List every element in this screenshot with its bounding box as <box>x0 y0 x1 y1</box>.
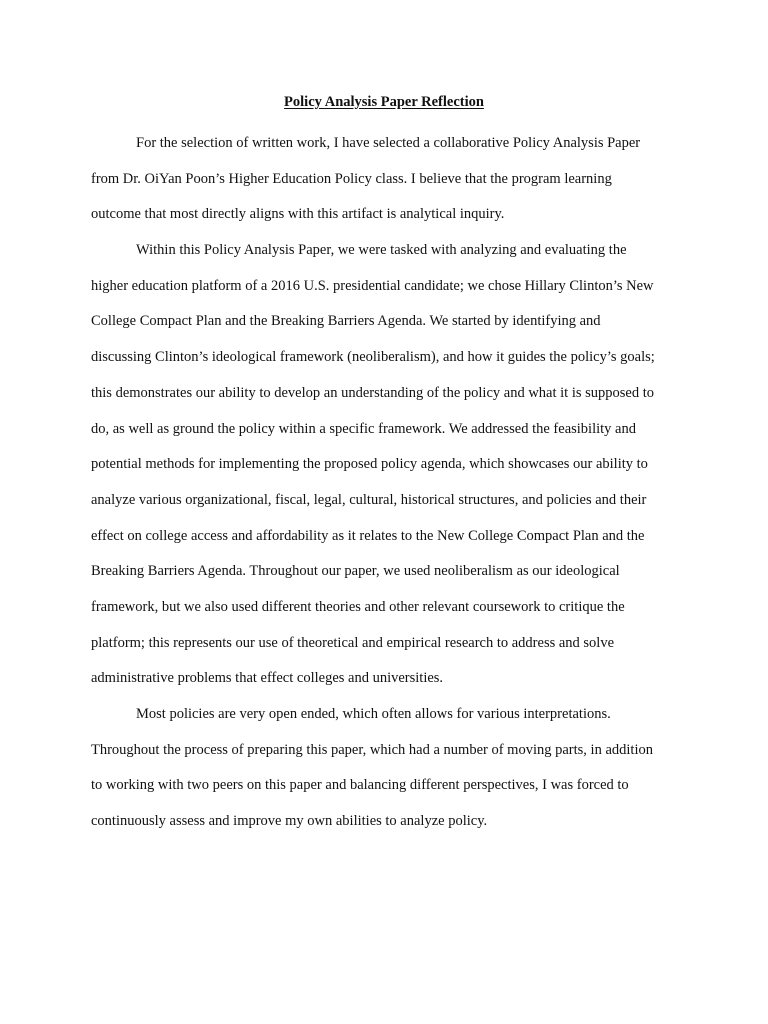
document-title: Policy Analysis Paper Reflection <box>284 94 484 110</box>
text-line: do, as well as ground the policy within a specific framework. We addressed the feasibility and <box>91 420 636 437</box>
text-line: platform; this represents our use of theoretical and empirical research to address and solve <box>91 634 615 651</box>
text-line: administrative problems that effect colleges and universities. <box>91 670 444 687</box>
paragraph-3 <box>91 697 681 840</box>
paragraph-1 <box>91 126 681 233</box>
text-line: from Dr. OiYan Poon’s Higher Education Policy class. I believe that the program learning <box>91 170 612 187</box>
text-line: For the selection of written work, I have selected a collaborative Policy Analysis Paper <box>136 135 641 151</box>
text-line: analyze various organizational, fiscal, legal, cultural, historical structures, and policies and their <box>91 491 647 508</box>
text-line: potential methods for implementing the proposed policy agenda, which showcases our ability to <box>91 456 648 473</box>
text-line: Breaking Barriers Agenda. Throughout our paper, we used neoliberalism as our ideological <box>91 563 620 580</box>
text-line: Within this Policy Analysis Paper, we were tasked with analyzing and evaluating the <box>136 242 627 259</box>
text-line: effect on college access and affordability as it relates to the New College Compact Plan and the <box>91 527 645 544</box>
paragraph-2 <box>91 233 681 697</box>
text-line: higher education platform of a 2016 U.S. presidential candidate; we chose Hillary Clinton’s New <box>91 277 654 294</box>
text-line: Throughout the process of preparing this paper, which had a number of moving parts, in addition <box>91 741 653 758</box>
text-line: Most policies are very open ended, which often allows for various interpretations. <box>136 706 611 722</box>
text-line: continuously assess and improve my own abilities to analyze policy. <box>91 813 488 830</box>
text-line: to working with two peers on this paper and balancing different perspectives, I was forced to <box>91 777 629 794</box>
text-line: framework, but we also used different theories and other relevant coursework to critique the <box>91 598 625 615</box>
text-line: College Compact Plan and the Breaking Barriers Agenda. We started by identifying and <box>91 313 601 330</box>
text-line: outcome that most directly aligns with this artifact is analytical inquiry. <box>91 206 505 223</box>
text-line: discussing Clinton’s ideological framework (neoliberalism), and how it guides the policy’s goals; <box>91 349 655 366</box>
text-line: this demonstrates our ability to develop an understanding of the policy and what it is supposed to <box>91 384 654 401</box>
document-body <box>91 126 681 840</box>
